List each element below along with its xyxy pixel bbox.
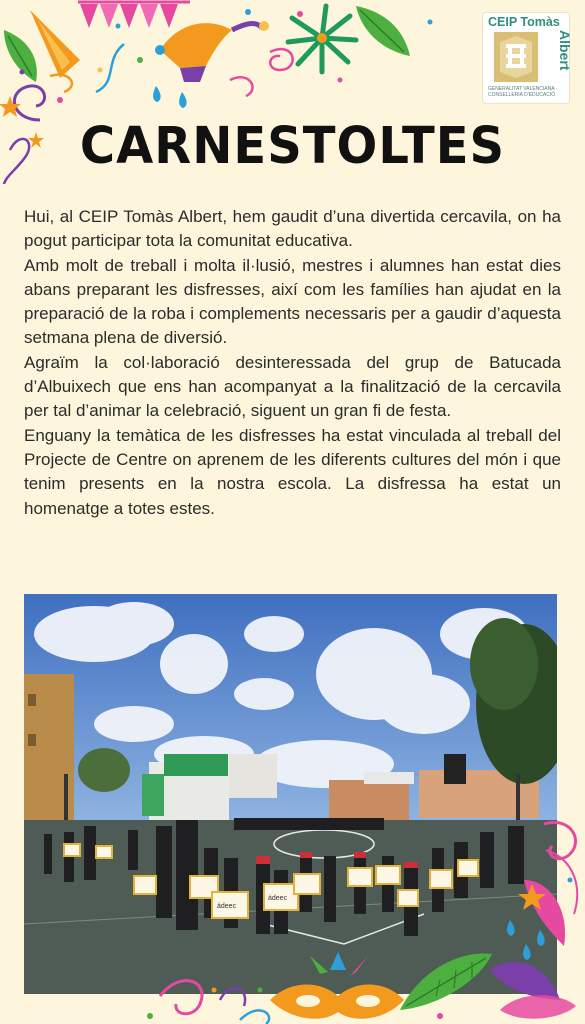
sign-text: ádeec: [268, 895, 288, 902]
paragraph: Enguany la temàtica de les disfresses ha estat vinculada al treball del Projecte de Centre on aprenem de les diferents cultures del món i que tenim presents en la nostra escola. La disfressa ha estat un homenatge a totes estes.: [24, 425, 561, 518]
schoolyard-parade-photo: [24, 594, 557, 994]
school-crest-icon: [494, 32, 538, 82]
paragraph: Agraïm la col·laboració desinteressada del grup de Batucada d’Albuixech que ens han acompanyat a la finalització de la cercavila per tal d’animar la celebració, siguent un gran fi de festa.: [24, 352, 561, 421]
paragraph: Amb molt de treball i molta il·lusió, mestres i alumnes han estat dies abans preparant les disfresses, així com les famílies han ajudat en la preparació de la roba i complements necessaris per a gaudir d’aquesta setmana plena de diversió.: [24, 255, 561, 348]
logo-subtitle: GENERALITAT VALENCIANA · CONSELLERIA D'EDUCACIÓ: [488, 86, 558, 98]
page-title: CARNESTOLTES: [79, 116, 506, 176]
paragraph: Hui, al CEIP Tomàs Albert, hem gaudit d’una divertida cercavila, on ha pogut participar tota la comunitat educativa.: [24, 207, 561, 251]
article-body: [24, 205, 561, 521]
school-logo: [482, 12, 573, 104]
logo-name: CEIP Tomàs: [488, 15, 560, 29]
logo-name-vertical: Albert: [557, 30, 573, 71]
sign-text: ádeec: [217, 903, 237, 910]
